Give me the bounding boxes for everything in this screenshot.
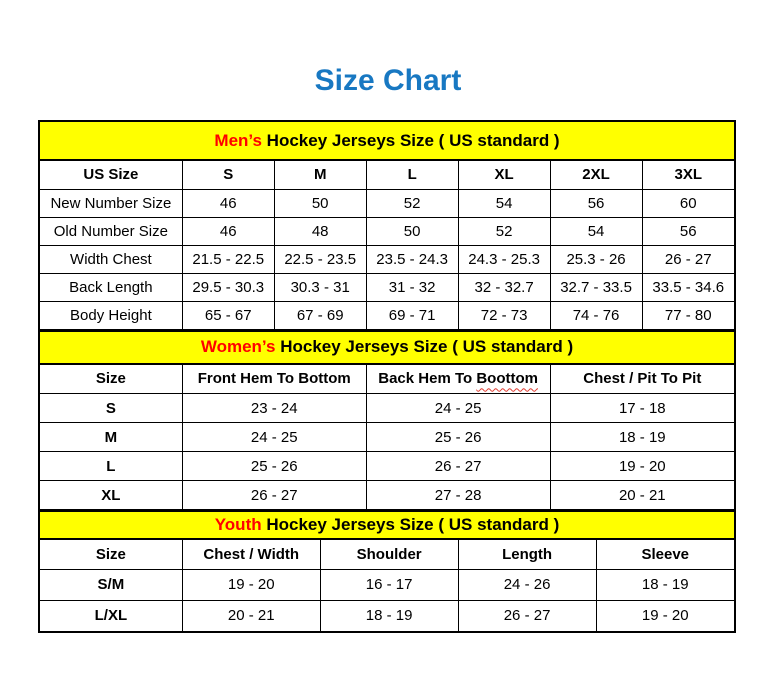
value-cell: 26 - 27 <box>366 452 550 481</box>
banner-rest-text: Hockey Jerseys Size ( US standard ) <box>275 337 574 356</box>
value-cell: 24.3 - 25.3 <box>458 245 550 273</box>
value-cell: 46 <box>182 189 274 217</box>
column-header: Length <box>458 540 596 569</box>
banner-highlight-text: Women’s <box>200 337 276 356</box>
column-header: Shoulder <box>320 540 458 569</box>
row-label-cell: XL <box>40 481 182 510</box>
table-row <box>40 569 734 600</box>
row-label-cell: Old Number Size <box>40 217 182 245</box>
table-row <box>40 394 734 423</box>
row-label-cell: S/M <box>40 569 182 600</box>
column-header: XL <box>458 161 550 189</box>
row-label-cell: Width Chest <box>40 245 182 273</box>
value-cell: 24 - 26 <box>458 569 596 600</box>
value-cell: 18 - 19 <box>596 569 734 600</box>
column-header: S <box>182 161 274 189</box>
row-label-cell: Back Length <box>40 273 182 301</box>
column-header: Sleeve <box>596 540 734 569</box>
column-header: M <box>274 161 366 189</box>
womens-table <box>40 365 734 511</box>
column-header: Chest / Width <box>182 540 320 569</box>
value-cell: 60 <box>642 189 734 217</box>
value-cell: 54 <box>458 189 550 217</box>
value-cell: 21.5 - 22.5 <box>182 245 274 273</box>
value-cell: 27 - 28 <box>366 481 550 510</box>
value-cell: 65 - 67 <box>182 301 274 329</box>
value-cell: 52 <box>458 217 550 245</box>
value-cell: 23.5 - 24.3 <box>366 245 458 273</box>
column-header: Back Hem To Boottom <box>366 365 550 394</box>
value-cell: 50 <box>274 189 366 217</box>
header-row <box>40 540 734 569</box>
table-row <box>40 217 734 245</box>
value-cell: 25 - 26 <box>366 423 550 452</box>
size-chart-tables <box>38 120 736 633</box>
page-title: Size Chart <box>314 64 462 97</box>
banner-highlight-text: Men’s <box>214 130 262 150</box>
value-cell: 33.5 - 34.6 <box>642 273 734 301</box>
value-cell: 26 - 27 <box>182 481 366 510</box>
womens-banner <box>40 330 734 365</box>
value-cell: 25.3 - 26 <box>550 245 642 273</box>
column-header: US Size <box>40 161 182 189</box>
column-header: Size <box>40 365 182 394</box>
row-label-cell: L/XL <box>40 600 182 631</box>
value-cell: 18 - 19 <box>320 600 458 631</box>
value-cell: 23 - 24 <box>182 394 366 423</box>
header-row <box>40 365 734 394</box>
value-cell: 20 - 21 <box>182 600 320 631</box>
value-cell: 32 - 32.7 <box>458 273 550 301</box>
womens-size-section <box>40 330 734 511</box>
value-cell: 26 - 27 <box>642 245 734 273</box>
table-row <box>40 481 734 510</box>
table-row <box>40 273 734 301</box>
misspelled-word: Boottom <box>476 370 538 388</box>
row-label-cell: New Number Size <box>40 189 182 217</box>
value-cell: 24 - 25 <box>182 423 366 452</box>
youth-table <box>40 540 734 631</box>
value-cell: 24 - 25 <box>366 394 550 423</box>
youth-size-section <box>40 510 734 631</box>
value-cell: 16 - 17 <box>320 569 458 600</box>
value-cell: 22.5 - 23.5 <box>274 245 366 273</box>
value-cell: 19 - 20 <box>550 452 734 481</box>
value-cell: 29.5 - 30.3 <box>182 273 274 301</box>
value-cell: 56 <box>550 189 642 217</box>
value-cell: 30.3 - 31 <box>274 273 366 301</box>
row-label-cell: Body Height <box>40 301 182 329</box>
column-header: Front Hem To Bottom <box>182 365 366 394</box>
value-cell: 46 <box>182 217 274 245</box>
value-cell: 52 <box>366 189 458 217</box>
mens-banner <box>40 122 734 161</box>
value-cell: 56 <box>642 217 734 245</box>
table-row <box>40 600 734 631</box>
mens-table <box>40 161 734 330</box>
column-header: Chest / Pit To Pit <box>550 365 734 394</box>
mens-size-section <box>40 122 734 330</box>
value-cell: 18 - 19 <box>550 423 734 452</box>
banner-highlight-text: Youth <box>214 515 262 534</box>
value-cell: 17 - 18 <box>550 394 734 423</box>
value-cell: 67 - 69 <box>274 301 366 329</box>
table-row <box>40 301 734 329</box>
row-label-cell: L <box>40 452 182 481</box>
table-row <box>40 423 734 452</box>
value-cell: 19 - 20 <box>182 569 320 600</box>
value-cell: 20 - 21 <box>550 481 734 510</box>
value-cell: 74 - 76 <box>550 301 642 329</box>
row-label-cell: M <box>40 423 182 452</box>
value-cell: 48 <box>274 217 366 245</box>
header-row <box>40 161 734 189</box>
table-row <box>40 245 734 273</box>
value-cell: 69 - 71 <box>366 301 458 329</box>
value-cell: 25 - 26 <box>182 452 366 481</box>
banner-rest-text: Hockey Jerseys Size ( US standard ) <box>261 515 560 534</box>
value-cell: 54 <box>550 217 642 245</box>
value-cell: 72 - 73 <box>458 301 550 329</box>
value-cell: 32.7 - 33.5 <box>550 273 642 301</box>
value-cell: 31 - 32 <box>366 273 458 301</box>
column-header: L <box>366 161 458 189</box>
youth-banner <box>40 510 734 540</box>
table-row <box>40 189 734 217</box>
value-cell: 19 - 20 <box>596 600 734 631</box>
row-label-cell: S <box>40 394 182 423</box>
banner-rest-text: Hockey Jerseys Size ( US standard ) <box>261 130 560 150</box>
value-cell: 77 - 80 <box>642 301 734 329</box>
column-header: 2XL <box>550 161 642 189</box>
value-cell: 50 <box>366 217 458 245</box>
table-row <box>40 452 734 481</box>
value-cell: 26 - 27 <box>458 600 596 631</box>
column-header: 3XL <box>642 161 734 189</box>
column-header: Size <box>40 540 182 569</box>
